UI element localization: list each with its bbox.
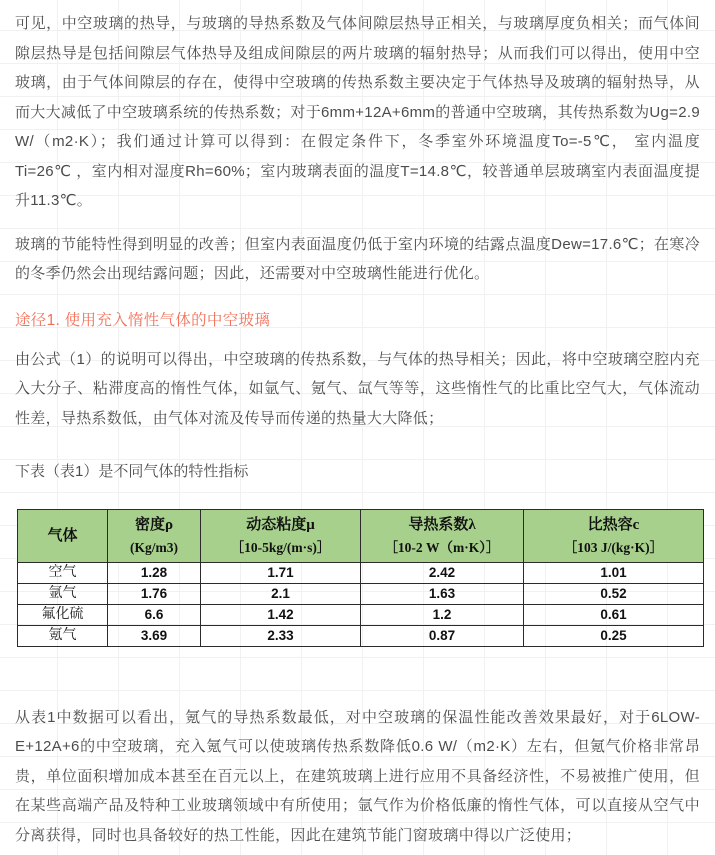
paragraph-insulating-glass-conductivity: 可见，中空玻璃的热导，与玻璃的导热系数及气体间隙层热导正相关，与玻璃厚度负相关；而气体间隙层热导是包括间隙层气体热导及组成间隙层的两片玻璃的辐射热导；从而我们可以得出，使用中空玻璃，由于气体间隙层的存在，使得中空玻璃的传热系数主要决定于气体热导及玻璃的辐射热导，从而大大减低了中空玻璃系统的传热系数；对于6mm+12A+6mm的普通中空玻璃，其传热系数为Ug=2.9 W/（m2·K）；我们通过计算可以得到：在假定条件下，冬季室外环境温度To=-5℃， 室内温度Ti=26℃ ，室内相对湿度Rh=60%；室内玻璃表面的温度T=14.8℃，较普通单层玻璃室内表面温度提升11.3℃。 [15, 15, 700, 209]
gas-properties-table [17, 509, 704, 647]
cell-specific-heat: 1.01 [524, 562, 704, 583]
cell-density: 6.6 [108, 604, 201, 625]
table-row-argon [18, 583, 704, 604]
table-header-row [18, 509, 704, 562]
cell-specific-heat: 0.25 [524, 625, 704, 646]
col-header-density: 密度ρ (Kg/m3) [108, 509, 201, 562]
col-header-thermal-conductivity: 导热系数λ ［10-2 W（m·K）］ [361, 509, 524, 562]
cell-conductivity: 1.63 [361, 583, 524, 604]
cell-conductivity: 0.87 [361, 625, 524, 646]
table-row-krypton [18, 625, 704, 646]
cell-specific-heat: 0.52 [524, 583, 704, 604]
cell-gas-name: 氩气 [18, 583, 108, 604]
paragraph-inert-gas-filling: 由公式（1）的说明可以得出，中空玻璃的传热系数，与气体的热导相关；因此，将中空玻璃空腔内充入大分子、粘滞度高的惰性气体，如氩气、氪气、氙气等等，这些惰性气的比重比空气大，气体流动性差，导热系数低，由气体对流及传导而传递的热量大大降低； [15, 350, 700, 427]
cell-viscosity: 2.33 [201, 625, 361, 646]
cell-gas-name: 氪气 [18, 625, 108, 646]
cell-conductivity: 1.2 [361, 604, 524, 625]
cell-conductivity: 2.42 [361, 562, 524, 583]
paragraph-energy-saving-improvement: 玻璃的节能特性得到明显的改善；但室内表面温度仍低于室内环境的结露点温度Dew=17.6℃；在寒冷的冬季仍然会出现结露问题；因此，还需要对中空玻璃性能进行优化。 [15, 235, 700, 282]
section-heading-approach-1: 途径1. 使用充入惰性气体的中空玻璃 [15, 311, 271, 329]
cell-viscosity: 1.42 [201, 604, 361, 625]
cell-density: 3.69 [108, 625, 201, 646]
cell-gas-name: 空气 [18, 562, 108, 583]
col-header-specific-heat: 比热容c ［103 J/(kg·K)］ [524, 509, 704, 562]
cell-density: 1.28 [108, 562, 201, 583]
paragraph-krypton-argon-analysis: 从表1中数据可以看出，氪气的导热系数最低，对中空玻璃的保温性能改善效果最好，对于6LOW-E+12A+6的中空玻璃，充入氪气可以使玻璃传热系数降低0.6 W/（m2·K）左右，但氪气价格非常昂贵，单位面积增加成本甚至在百元以上，在建筑玻璃上进行应用不具备经济性，不易被推广使用，但在某些高端产品及特种工业玻璃领域中有所使用；氩气作为价格低廉的惰性气体，可以直接从空气中分离获得，同时也具备较好的热工性能，因此在建筑节能门窗玻璃中得以广泛使用； [15, 708, 700, 844]
table-row-air [18, 562, 704, 583]
col-header-dynamic-viscosity: 动态粘度μ ［10-5kg/(m·s)］ [201, 509, 361, 562]
cell-specific-heat: 0.61 [524, 604, 704, 625]
table-intro-text: 下表（表1）是不同气体的特性指标 [15, 463, 249, 480]
table-row-sulfur-fluoride [18, 604, 704, 625]
cell-viscosity: 2.1 [201, 583, 361, 604]
col-header-gas: 气体 [18, 509, 108, 562]
cell-viscosity: 1.71 [201, 562, 361, 583]
cell-gas-name: 氟化硫 [18, 604, 108, 625]
cell-density: 1.76 [108, 583, 201, 604]
